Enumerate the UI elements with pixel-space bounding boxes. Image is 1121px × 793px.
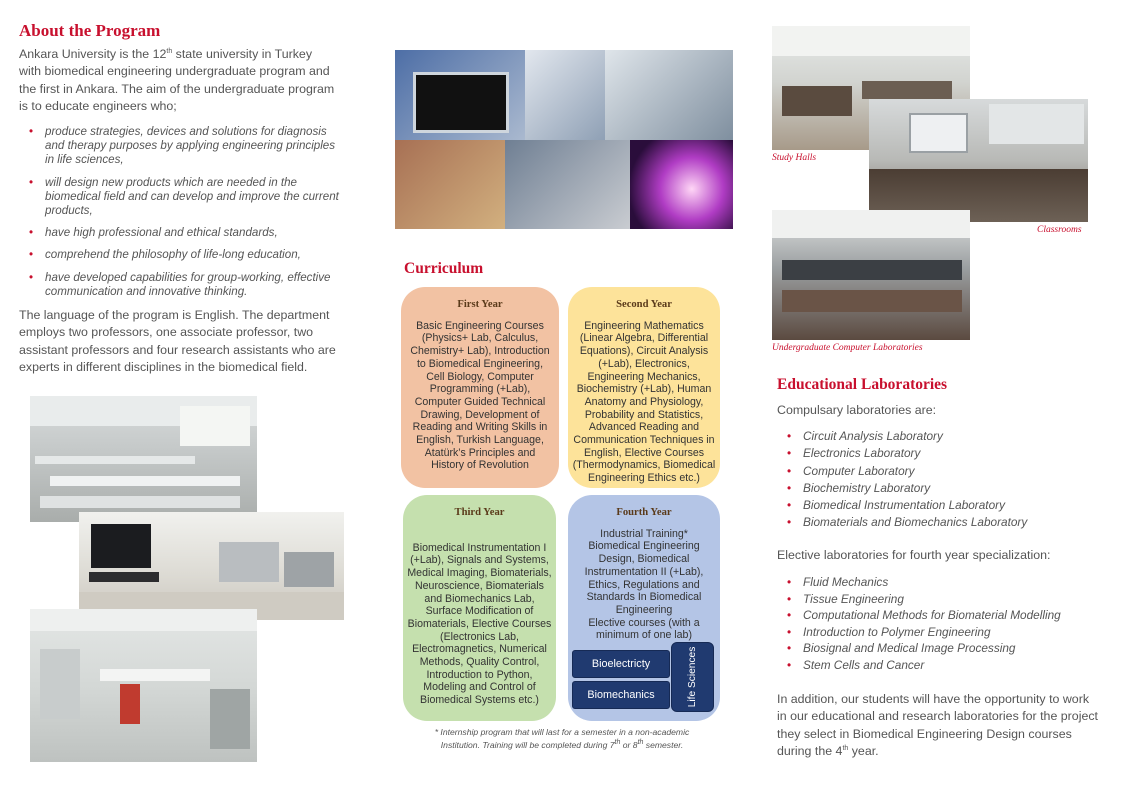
life-sciences-label: Life Sciences xyxy=(686,646,698,708)
aim-item: • will design new products which are needed in the biomedical field and can develop and improve the current products, xyxy=(19,176,341,219)
fourth-year-electives: Elective courses (with a minimum of one lab) xyxy=(588,616,700,642)
biomechanics-chip: Biomechanics xyxy=(572,681,670,709)
lab-photo-2 xyxy=(79,512,344,620)
about-heading: About the Program xyxy=(19,21,161,40)
second-year-courses: Engineering Mathematics (Linear Algebra, Differential Equations), Circuit Analysis (+Lab), Electronics, Engineering Mechanics, Biochemistry (+Lab), Human Anatomy and Physiology, Probability and Statistics, Advanced Reading and Communication Techniques in English, Elective Courses (Thermodynamics, Biomedical Engineering Ethics etc.) xyxy=(572,319,716,485)
bioelectricity-chip: Bioelectricty xyxy=(572,650,670,678)
biomedical-collage-photo xyxy=(395,50,733,229)
aim-item: • have high professional and ethical standards, xyxy=(19,226,341,240)
aim-item: • comprehend the philosophy of life-long education, xyxy=(19,248,341,262)
labs-heading: Educational Laboratories xyxy=(777,376,948,393)
about-intro: Ankara University is the 12th state university in Turkey with biomedical engineering undergraduate program and the first in Ankara. The aim of the undergraduate program is to educate engineers who; xyxy=(19,47,335,114)
first-year-card xyxy=(401,287,559,488)
third-year-card xyxy=(403,495,556,721)
classrooms-photo xyxy=(869,99,1088,222)
second-year-card xyxy=(568,287,720,488)
curriculum-heading: Curriculum xyxy=(404,260,484,277)
first-year-courses: Basic Engineering Courses (Physics+ Lab, Calculus, Chemistry+ Lab), Introduction to Biomedical Engineering, Cell Biology, Computer Programming (+Lab), Computer Guided Technical Drawing, Development of Reading and Writing Skills in English, Turkish Language, Atatürk’s Principles and History of Revolution xyxy=(410,319,550,472)
compulsory-lab-item: • Biomedical Instrumentation Laboratory xyxy=(777,497,1107,514)
classrooms-caption: Classrooms xyxy=(1037,225,1082,235)
elective-lab-item: • Biosignal and Medical Image Processing xyxy=(777,640,1107,657)
study-halls-caption: Study Halls xyxy=(772,153,817,163)
aim-item: • have developed capabilities for group-working, effective communication and innovative thinking. xyxy=(19,271,341,299)
life-sciences-chip xyxy=(671,642,714,712)
elective-lab-item: • Stem Cells and Cancer xyxy=(777,657,1107,674)
elective-lab-item: • Tissue Engineering xyxy=(777,591,1107,608)
computer-labs-caption: Undergraduate Computer Laboratories xyxy=(772,343,923,353)
labs-closing: In addition, our students will have the opportunity to work in our educational and research laboratories for the project they select in Biomedical Engineering Design courses during the 4th year. xyxy=(777,692,1098,759)
elective-lab-item: • Fluid Mechanics xyxy=(777,574,1107,591)
about-closing: The language of the program is English. The department employs two professors, one associate professor, two assistant professors and four research assistants who are experts in different disciplines in the biomedical field. xyxy=(19,308,336,375)
about-aims-list xyxy=(19,125,341,299)
third-year-title: Third Year xyxy=(454,507,505,518)
elective-intro: Elective laboratories for fourth year specialization: xyxy=(777,548,1051,562)
second-year-title: Second Year xyxy=(616,299,672,310)
compulsory-labs-list xyxy=(777,428,1107,532)
elective-lab-item: • Introduction to Polymer Engineering xyxy=(777,624,1107,641)
compulsory-lab-item: • Computer Laboratory xyxy=(777,463,1107,480)
compulsory-lab-item: • Circuit Analysis Laboratory xyxy=(777,428,1107,445)
aim-item: • produce strategies, devices and solutions for diagnosis and therapy purposes by applying engineering principles in life sciences, xyxy=(19,125,341,168)
compulsory-intro: Compulsary laboratories are: xyxy=(777,403,937,417)
lab-photo-1 xyxy=(30,396,257,522)
third-year-courses: Biomedical Instrumentation I (+Lab), Signals and Systems, Medical Imaging, Biomaterials, Neuroscience, Biomaterials and Biomechanics Lab, Surface Modification of Biomaterials, Elective Courses (Electronics Lab, Electromagnetics, Numerical Methods, Quality Control, Introduction to Python, Modeling and Control of Biomedical Systems etc.) xyxy=(407,541,552,707)
first-year-title: First Year xyxy=(457,299,503,310)
fourth-year-courses: Industrial Training* Biomedical Engineering Design, Biomedical Instrumentation II (+Lab), Ethics, Regulations and Standards In Biomedical Engineering xyxy=(584,527,704,616)
compulsory-lab-item: • Electronics Laboratory xyxy=(777,445,1107,462)
lab-photo-3 xyxy=(30,609,257,762)
computer-labs-photo xyxy=(772,210,970,340)
internship-footnote: * Internship program that will last for a semester in a non-academic Institution. Training will be completed during 7th or 8th semester. xyxy=(434,727,690,750)
fourth-year-title: Fourth Year xyxy=(616,507,672,518)
elective-lab-item: • Computational Methods for Biomaterial Modelling xyxy=(777,607,1107,624)
compulsory-lab-item: • Biochemistry Laboratory xyxy=(777,480,1107,497)
compulsory-lab-item: • Biomaterials and Biomechanics Laboratory xyxy=(777,514,1107,531)
elective-labs-list xyxy=(777,574,1107,674)
